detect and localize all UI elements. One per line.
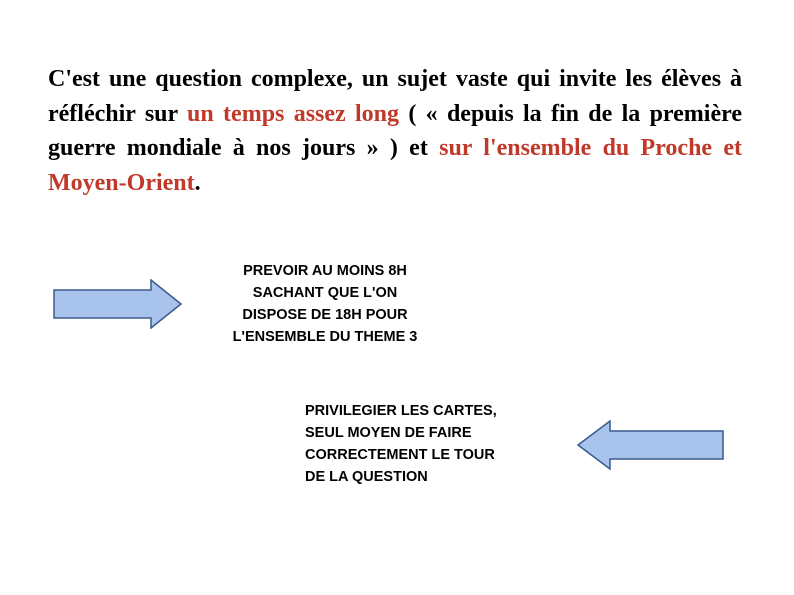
paragraph-text-2: ( « depuis la fin de la première guerre mondiale à nos jours » ) et bbox=[48, 100, 742, 161]
main-paragraph bbox=[48, 62, 742, 200]
note-maps-line: PRIVILEGIER LES CARTES, bbox=[305, 403, 497, 419]
note-duration bbox=[206, 260, 444, 348]
left-arrow-icon bbox=[577, 420, 725, 470]
note-maps bbox=[305, 400, 575, 488]
note-duration-line: PREVOIR AU MOINS 8H bbox=[243, 263, 407, 279]
note-duration-line: L'ENSEMBLE DU THEME 3 bbox=[232, 329, 418, 345]
note-duration-line: DISPOSE DE 18H POUR bbox=[242, 307, 408, 323]
note-maps-line: CORRECTEMENT LE TOUR bbox=[305, 447, 495, 463]
note-duration-line: SACHANT QUE L'ON bbox=[252, 285, 398, 301]
paragraph-highlight-time: un temps assez long bbox=[187, 100, 400, 127]
left-arrow-shape bbox=[578, 421, 723, 469]
paragraph-text-3: . bbox=[194, 169, 201, 196]
right-arrow-shape bbox=[54, 280, 181, 328]
note-maps-line: DE LA QUESTION bbox=[305, 469, 428, 485]
paragraph-text-1: C'est une question complexe, un sujet vaste qui invite les élèves à réfléchir sur bbox=[48, 66, 742, 127]
right-arrow-icon bbox=[53, 279, 183, 329]
paragraph-highlight-region: sur l'ensemble du Proche et Moyen-Orient bbox=[48, 135, 742, 196]
note-maps-line: SEUL MOYEN DE FAIRE bbox=[305, 425, 472, 441]
